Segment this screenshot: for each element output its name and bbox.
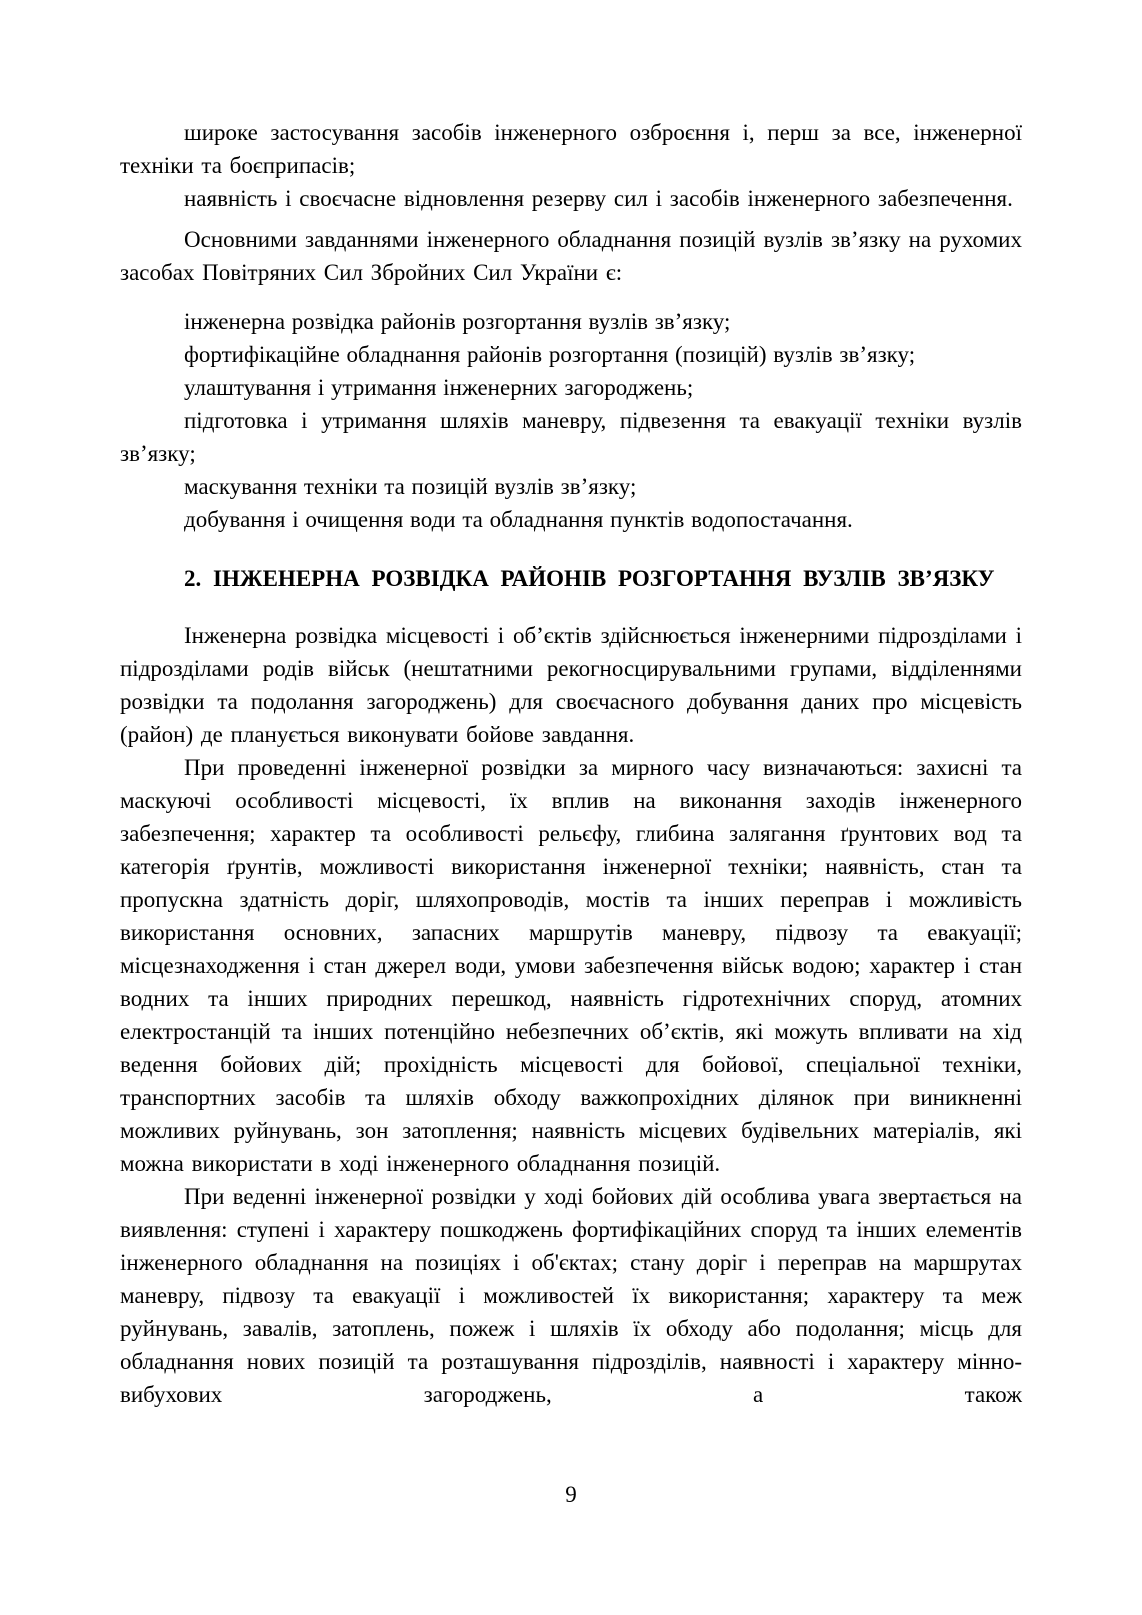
paragraph: Основними завданнями інженерного обладнання позицій вузлів зв’язку на рухомих засобах Повітряних Сил Збройних Сил України є: bbox=[120, 227, 1022, 285]
paragraph: При веденні інженерної розвідки у ході бойових дій особлива увага звертається на виявлення: ступені і характеру пошкоджень фортифікаційних споруд та інших елементів інженерного обладнання на позиціях і об'єктах; стану доріг і переправ на маршрутах маневру, підвозу та евакуації і можливостей їх використання; характеру та меж руйнувань, завалів, затоплень, пожеж і шляхів їх обходу або подолання; місць для обладнання нових позицій та розташування підрозділів, наявності і характеру мінно-вибухових загороджень, а також bbox=[120, 1184, 1022, 1407]
paragraph: наявність і своєчасне відновлення резерву сил і засобів інженерного забезпечення. bbox=[184, 186, 1013, 211]
list-item: підготовка і утримання шляхів маневру, підвезення та евакуації техніки вузлів зв’язку; bbox=[120, 408, 1022, 466]
paragraph: При проведенні інженерної розвідки за мирного часу визначаються: захисні та маскуючі особливості місцевості, їх вплив на виконання заходів інженерного забезпечення; характер та особливості рельєфу, глибина залягання ґрунтових вод та категорія ґрунтів, можливості використання інженерної техніки; наявність, стан та пропускна здатність доріг, шляхопроводів, мостів та інших переправ і можливість використання основних, запасних маршрутів маневру, підвозу та евакуації; місцезнаходження і стан джерел води, умови забезпечення військ водою; характер і стан водних та інших природних перешкод, наявність гідротехнічних споруд, атомних електростанцій та інших потенційно небезпечних об’єктів, які можуть впливати на хід ведення бойових дій; прохідність місцевості для бойової, спеціальної техніки, транспортних засобів та шляхів обходу важкопрохідних ділянок при виникненні можливих руйнувань, зон затоплення; наявність місцевих будівельних матеріалів, які можна використати в ході інженерного обладнання позицій. bbox=[120, 755, 1022, 1176]
list-item: інженерна розвідка районів розгортання вузлів зв’язку; bbox=[184, 309, 731, 334]
paragraph: Інженерна розвідка місцевості і об’єктів здійснюється інженерними підрозділами і підрозділами родів військ (нештатними рекогносцирувальними групами, відділеннями розвідки та подолання загороджень) для своєчасного добування даних про місцевість (район) де планується виконувати бойове завдання. bbox=[120, 623, 1022, 747]
list-item: улаштування і утримання інженерних загороджень; bbox=[184, 375, 694, 400]
paragraph: широке застосування засобів інженерного озброєння і, перш за все, інженерної техніки та боєприпасів; bbox=[120, 120, 1022, 178]
list-item: маскування техніки та позицій вузлів зв’язку; bbox=[184, 474, 637, 499]
list-item: фортифікаційне обладнання районів розгортання (позицій) вузлів зв’язку; bbox=[184, 342, 916, 367]
task-list bbox=[120, 305, 1022, 536]
list-item: добування і очищення води та обладнання пунктів водопостачання. bbox=[184, 507, 853, 532]
section-heading: 2. ІНЖЕНЕРНА РОЗВІДКА РАЙОНІВ РОЗГОРТАННЯ ВУЗЛІВ ЗВ’ЯЗКУ bbox=[184, 566, 995, 591]
page-number: 9 bbox=[565, 1482, 577, 1507]
